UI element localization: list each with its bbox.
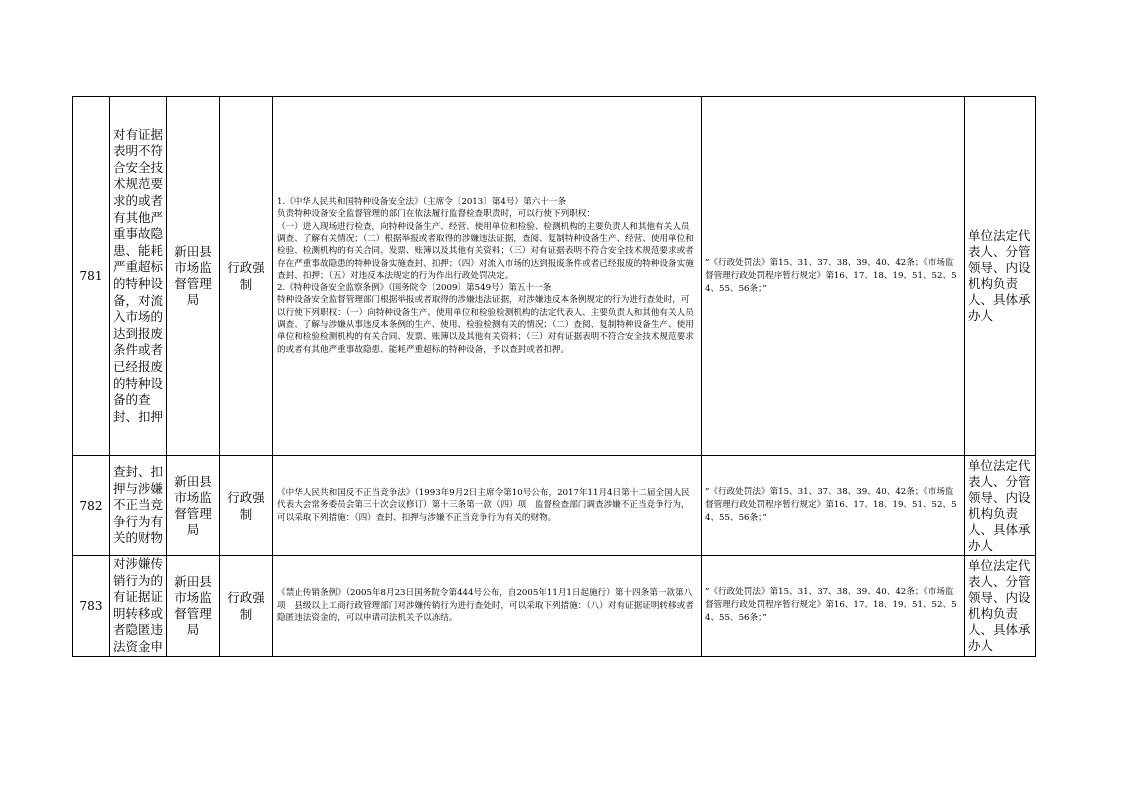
penalty-basis: ”《行政处罚法》第15、31、37、38、39、40、42条；《市场监督管理行政处罚程序暂行规定》第16、17、18、19、51、52、54、55、56条；” (705, 587, 957, 624)
item-name-cell (110, 456, 167, 556)
action-type-cell (220, 456, 273, 556)
legal-basis-cell (273, 97, 702, 456)
item-name: 查封、扣押与涉嫌不正当竞争行为有关的财物 (113, 464, 164, 546)
item-name: 对有证据表明不符合安全技术规范要求的或者有其他严重事故隐患、能耗严重超标的特种设备，对流入市场的达到报废条件或者已经报废的特种设备的查封、扣押 (113, 126, 164, 424)
responsible-cell (965, 97, 1036, 456)
responsible-cell (965, 556, 1036, 657)
table-row (73, 556, 1036, 657)
penalty-basis-cell (702, 97, 965, 456)
penalty-basis: ”《行政处罚法》第15、31、37、38、39、40、42条；《市场监督管理行政处罚程序暂行规定》第16、17、18、19、51、52、54、55、56条；” (705, 487, 957, 523)
action-type-cell (220, 97, 273, 456)
action-type: 行政强制 (227, 260, 265, 292)
item-name-cell (110, 556, 167, 657)
department: 新田县市场监督管理局 (174, 244, 212, 307)
enforcement-table (72, 96, 1036, 657)
row-number: 782 (73, 456, 110, 556)
department-cell (167, 556, 220, 657)
legal-basis-cell (273, 556, 702, 657)
row-number: 783 (73, 556, 110, 657)
legal-basis: 《中华人民共和国反不正当竞争法》（1993年9月2日主席令第10号公布，2017年11月4日第十二届全国人民代表大会常务委员会第三十次会议修订）第十三条第一款（四）项 监督检查部门调查涉嫌不正当竞争行为，可以采取下列措施：（四）查封、扣押与涉嫌不正当竞争行为有关的财物。 (277, 488, 690, 523)
department: 新田县市场监督管理局 (174, 573, 212, 637)
table-row (73, 97, 1036, 456)
action-type-cell (220, 556, 273, 657)
responsible-cell (965, 456, 1036, 556)
item-name: 对涉嫌传销行为的有证据证明转移或者隐匿违法资金申 (113, 556, 164, 654)
responsible-party: 单位法定代表人、分管领导、内设机构负责人、具体承办人 (968, 557, 1031, 653)
responsible-party: 单位法定代表人、分管领导、内设机构负责人、具体承办人 (968, 228, 1031, 323)
department-cell (167, 97, 220, 456)
responsible-party: 单位法定代表人、分管领导、内设机构负责人、具体承办人 (968, 457, 1031, 553)
department: 新田县市场监督管理局 (174, 473, 212, 537)
penalty-basis: ”《行政处罚法》第15、31、37、38、39、40、42条；《市场监督管理行政处罚程序暂行规定》第16、17、18、19、51、52、54、55、56条；” (705, 257, 957, 294)
item-name-cell (110, 97, 167, 456)
row-number: 781 (73, 97, 110, 456)
legal-basis-cell (273, 456, 702, 556)
legal-basis: 1.《中华人民共和国特种设备安全法》（主席令〔2013〕第4号）第六十一条 负责特种设备安全监督管理的部门在依法履行监督检查职责时，可以行使下列职权： （一）进入现场进行检查，向特种设备生产、经营、使用单位和检验、检测机构的主要负责人和其他有关人员调查、了解有关情况；（二）根据举报或者取得的涉嫌违法证据，查阅、复制特种设备生产、经营、使用单位和检验、检测机构的有关合同、发票、账簿以及其他有关资料；（三）对有证据表明不符合安全技术规范要求或者存在严重事故隐患的特种设备实施查封、扣押；（四）对流入市场的达到报废条件或者已经报废的特种设备实施查封、扣押；（五）对违反本法规定的行为作出行政处罚决定。 2.《特种设备安全监察条例》（国务院令〔2009〕第549号）第五十一条 特种设备安全监督管理部门根据举报或者取得的涉嫌违法证据，对涉嫌违反本条例规定的行为进行查处时，可以行使下列职权：（一）向特种设备生产、使用单位和检验检测机构的法定代表人、主要负责人和其他有关人员调查、了解与涉嫌从事违反本条例的生产、使用、检验检测有关的情况；（二）查阅、复制特种设备生产、使用单位和检验检测机构的有关合同、发票、账簿以及其他有关资料；（三）对有证据表明不符合安全技术规范要求的或者有其他严重事故隐患、能耗严重超标的特种设备，予以查封或者扣押。 (277, 197, 694, 355)
action-type: 行政强制 (227, 489, 265, 522)
penalty-basis-cell (702, 456, 965, 556)
department-cell (167, 456, 220, 556)
penalty-basis-cell (702, 556, 965, 657)
legal-basis: 《禁止传销条例》（2005年8月23日国务院令第444号公布，自2005年11月1日起施行）第十四条第一款第八项 县级以上工商行政管理部门对涉嫌传销行为进行查处时，可以采取下列措施：（八）对有证据证明转移或者隐匿违法资金的，可以申请司法机关予以冻结。 (277, 588, 694, 623)
action-type: 行政强制 (227, 589, 265, 622)
table-row (73, 456, 1036, 556)
